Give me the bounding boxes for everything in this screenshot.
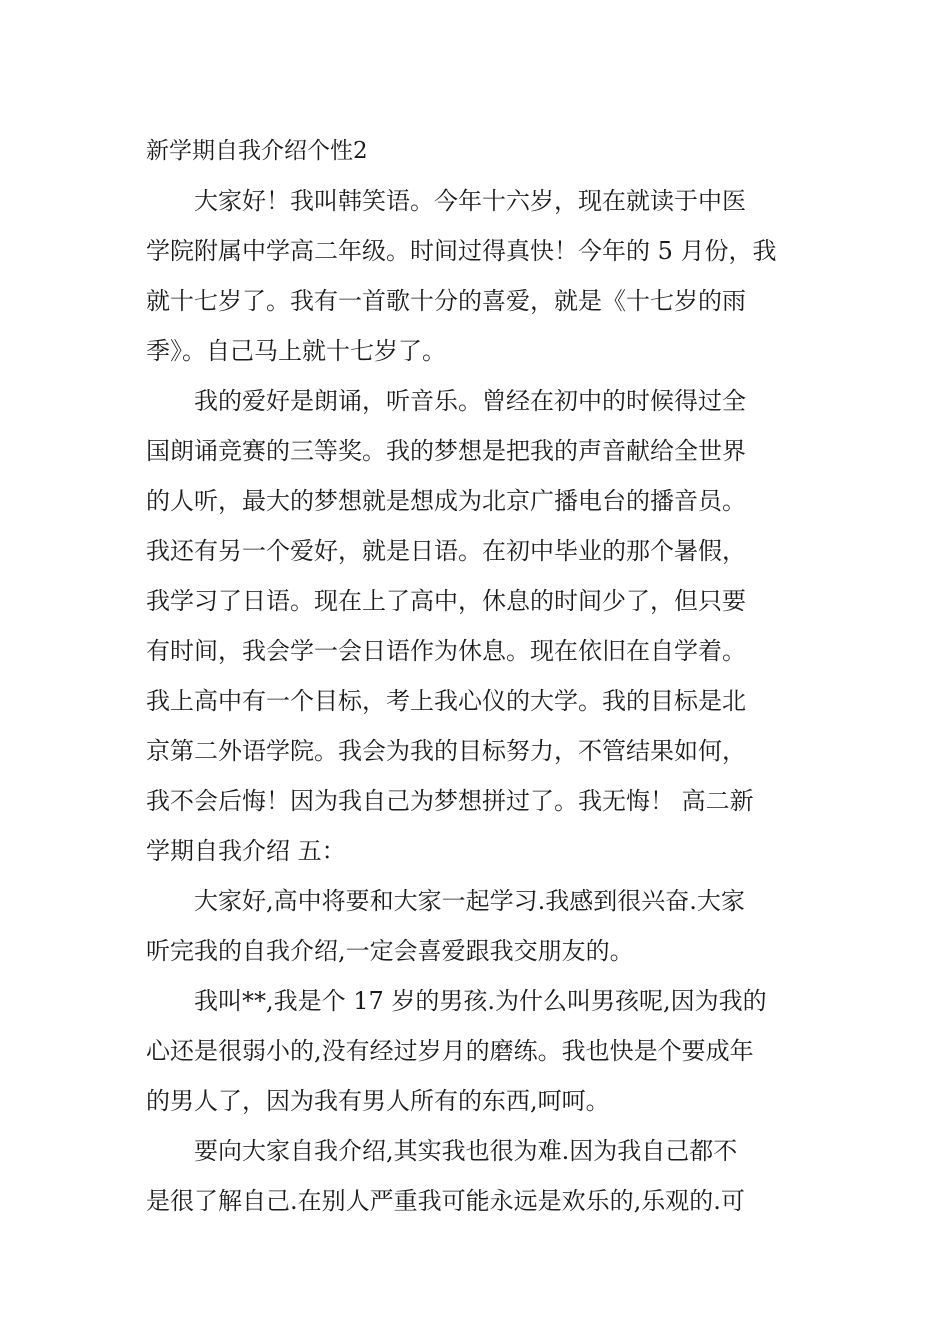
text-line: 我学习了日语。现在上了高中，休息的时间少了，但只要 [146,587,746,615]
text-line: 我不会后悔！因为我自己为梦想拼过了。我无悔！ 高二新 [146,787,754,815]
text-line: 大家好！我叫韩笑语。今年十六岁，现在就读于中医 [194,187,746,215]
text-line: 的男人了，因为我有男人所有的东西,呵呵。 [146,1087,610,1115]
text-line: 我还有另一个爱好，就是日语。在初中毕业的那个暑假， [146,537,746,565]
document-body [146,126,808,1226]
text-line: 我上高中有一个目标，考上我心仪的大学。我的目标是北 [146,687,746,715]
text-line: 大家好,高中将要和大家一起学习.我感到很兴奋.大家 [194,887,745,915]
text-line: 季》。自己马上就十七岁了。 [146,337,446,365]
paragraph-difficulty [146,1126,808,1226]
paragraph-hobbies [146,376,808,876]
text-line: 要向大家自我介绍,其实我也很为难.因为我自己都不 [194,1137,738,1165]
paragraph-intro [146,176,808,376]
text-line: 学期自我介绍 五： [146,837,346,865]
text-line: 国朗诵竞赛的三等奖。我的梦想是把我的声音献给全世界 [146,437,746,465]
text-line: 听完我的自我介绍,一定会喜爱跟我交朋友的。 [146,937,634,965]
text-line: 学院附属中学高二年级。时间过得真快！今年的 5 月份，我 [146,237,777,265]
text-line: 就十七岁了。我有一首歌十分的喜爱，就是《十七岁的雨 [146,287,746,315]
text-line: 我叫**,我是个 17 岁的男孩.为什么叫男孩呢,因为我的 [194,987,767,1015]
text-line: 心还是很弱小的,没有经过岁月的磨练。我也快是个要成年 [146,1037,754,1065]
paragraph-greeting [146,876,808,976]
text-line: 京第二外语学院。我会为我的目标努力，不管结果如何， [146,737,746,765]
text-line: 我的爱好是朗诵，听音乐。曾经在初中的时候得过全 [194,387,746,415]
text-line: 是很了解自己.在别人严重我可能永远是欢乐的,乐观的.可 [146,1187,745,1215]
document-title: 新学期自我介绍个性2 [146,138,368,164]
paragraph-self [146,976,808,1126]
text-line: 有时间，我会学一会日语作为休息。现在依旧在自学着。 [146,637,746,665]
text-line: 的人听，最大的梦想就是想成为北京广播电台的播音员。 [146,487,746,515]
